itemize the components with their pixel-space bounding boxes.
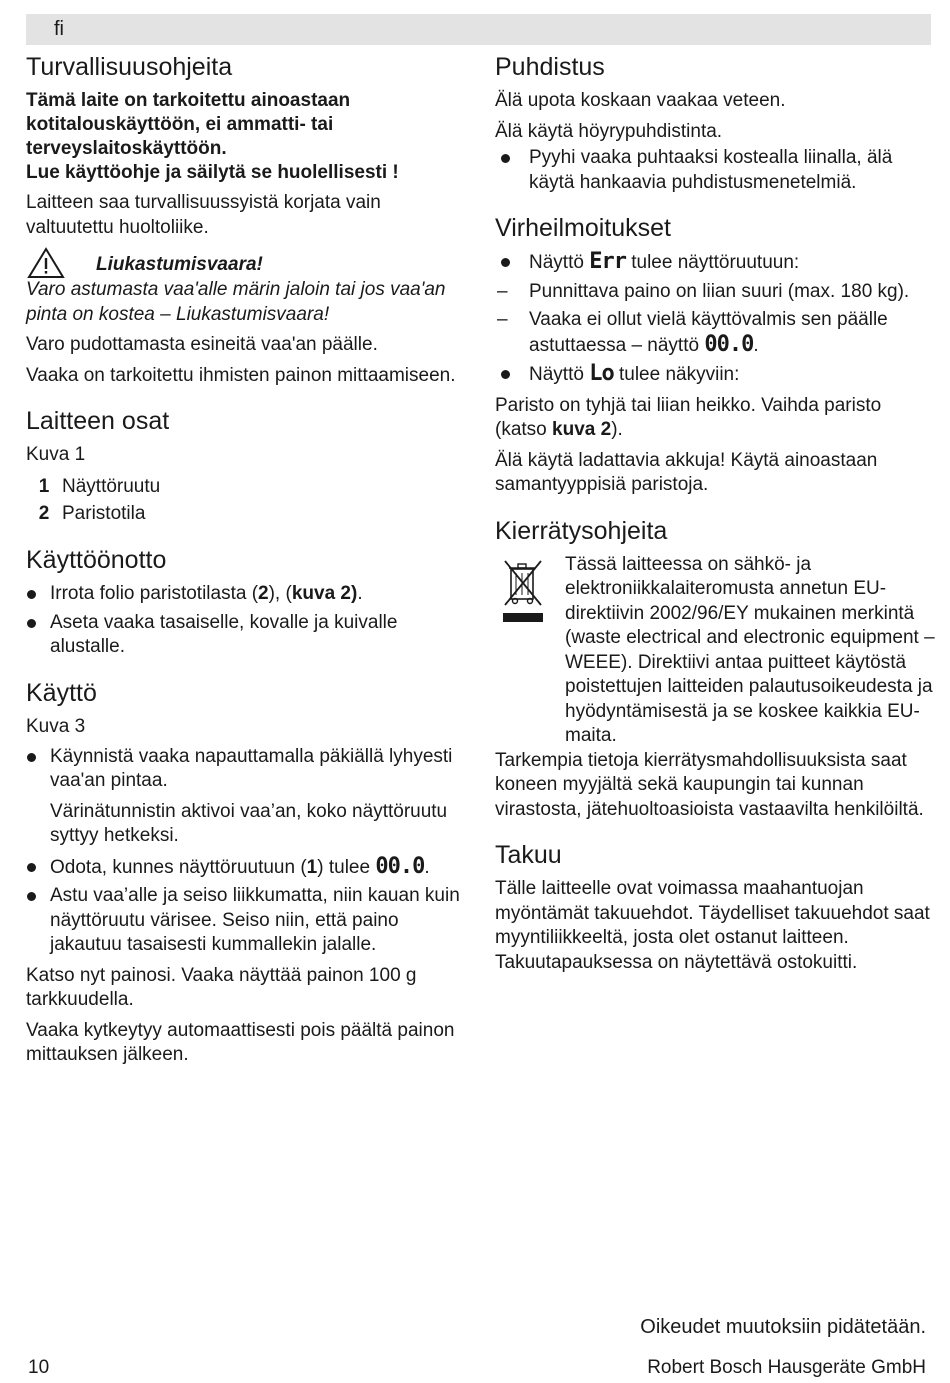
display-000-icon: 00.0 xyxy=(375,853,425,879)
recycling-text-2: Tarkempia tietoja kierrätysmahdollisuuksista saat koneen myyjältä sekä kaupungin tai kunnan virastosta, jätehuoltoasioista vastaavilta henkilöiltä. xyxy=(495,749,924,820)
recycling-text-1: Tässä laitteessa on sähkö- ja elektroniikkalaiteromusta annetun EU-direktiivin 2002/96/EY mukainen merkintä (waste electrical and electronic equipment – WEEE). Direktiivi antaa puitteet käytöstä poistettujen laitteiden palautusoikeudesta ja hyödyntämisestä ja se koskee kaikkia EU-maita. xyxy=(565,553,935,746)
warning-text: Varo astumasta vaa'alle märin jaloin tai jos vaa'an pinta on kostea – Liukastumisvaara! xyxy=(26,279,446,325)
use-text-2: Vaaka kytkeytyy automaattisesti pois päältä painon mittauksen jälkeen. xyxy=(26,1019,455,1065)
list-item: Pyyhi vaaka puhtaaksi kostealla liinalla, älä käytä hankaavia puhdistusmenetelmiä. xyxy=(495,146,935,195)
right-column xyxy=(495,52,935,981)
company-name: Robert Bosch Hausgeräte GmbH xyxy=(647,1357,926,1378)
warranty-text: Tälle laitteelle ovat voimassa maahantuojan myöntämät takuuehdot. Täydelliset takuuehdot saat myyntiliikkeeltä, josta olet ostanut laitteen. Takuutapauksessa on näytettävä ostokuitti. xyxy=(495,878,930,973)
parts-list xyxy=(26,473,466,527)
display-000-icon: 00.0 xyxy=(704,331,754,357)
warning-block xyxy=(26,252,466,278)
setup-title: Käyttöönotto xyxy=(26,546,167,574)
parts-title: Laitteen osat xyxy=(26,407,170,435)
use-list xyxy=(26,745,466,794)
list-item: – Vaaka ei ollut vielä käyttövalmis sen päälle astuttaessa – näyttö 00.0. xyxy=(497,309,888,357)
language-bar xyxy=(26,14,931,45)
safety-text-1: Laitteen saa turvallisuussyistä korjata vain valtuutettu huoltoliike. xyxy=(26,192,381,238)
safety-bold-1: Tämä laite on tarkoitettu ainoastaan kotitalouskäyttöön, ei ammatti- tai terveyslaitoskäyttöön. xyxy=(26,90,351,159)
safety-bold-2: Lue käyttöohje ja säilytä se huolellisesti ! xyxy=(26,162,399,183)
list-item: Näyttö Err tulee näyttöruutuun: xyxy=(495,250,935,276)
list-item: Käynnistä vaaka napauttamalla päkiällä lyhyesti vaa'an pintaa. xyxy=(26,745,466,794)
parts-figure-ref: Kuva 1 xyxy=(26,444,86,465)
list-item: – Punnittava paino on liian suuri (max. 180 kg). xyxy=(497,280,910,302)
use-continuation: Värinätunnistin aktivoi vaa’an, koko näyttöruutu syttyy hetkeksi. xyxy=(50,800,448,846)
display-lo-icon: Lo xyxy=(589,361,614,386)
cleaning-title: Puhdistus xyxy=(495,53,605,81)
recycling-block xyxy=(495,553,935,749)
safety-title: Turvallisuusohjeita xyxy=(26,53,233,81)
list-item: Näyttö Lo tulee näkyviin: xyxy=(495,362,935,388)
weee-crossed-bin-icon xyxy=(501,555,545,630)
list-item: Irrota folio paristotilasta (2), (kuva 2). xyxy=(26,582,466,607)
list-item: Astu vaa’alle ja seiso liikkumatta, niin kauan kuin näyttöruutu värisee. Seiso niin, että paino jakautuu tasaisesti kummallekin jalalle. xyxy=(26,884,466,958)
parts-item: 2 Paristotila xyxy=(38,503,146,524)
language-code: fi xyxy=(54,18,64,40)
safety-text-3: Vaaka on tarkoitettu ihmisten painon mittaamiseen. xyxy=(26,364,456,386)
list-item: Aseta vaaka tasaiselle, kovalle ja kuivalle alustalle. xyxy=(26,611,466,660)
errors-text-2: Älä käytä ladattavia akkuja! Käytä ainoastaan samantyyppisiä paristoja. xyxy=(495,449,878,495)
safety-text-2: Varo pudottamasta esineitä vaa'an päälle. xyxy=(26,334,378,355)
rights-notice: Oikeudet muutoksiin pidätetään. xyxy=(640,1316,926,1338)
setup-list xyxy=(26,582,466,660)
cleaning-list xyxy=(495,146,935,195)
list-item: Odota, kunnes näyttöruutuun (1) tulee 00.0. xyxy=(26,855,466,881)
errors-list xyxy=(495,250,935,388)
left-column xyxy=(26,52,466,1074)
recycling-title: Kierrätysohjeita xyxy=(495,516,668,545)
use-figure-ref: Kuva 3 xyxy=(26,715,86,737)
use-list-2 xyxy=(26,855,466,958)
display-err-icon: Err xyxy=(589,249,626,274)
warranty-title: Takuu xyxy=(495,841,562,869)
warning-title: Liukastumisvaara! xyxy=(96,254,263,275)
warning-triangle-icon xyxy=(26,246,66,285)
parts-item: 1 Näyttöruutu xyxy=(38,476,161,497)
page-number: 10 xyxy=(28,1357,50,1378)
errors-title: Virheilmoitukset xyxy=(495,214,672,242)
errors-text-1: Paristo on tyhjä tai liian heikko. Vaihda paristo (katso kuva 2). xyxy=(495,394,882,440)
cleaning-text-1: Älä upota koskaan vaakaa veteen. xyxy=(495,90,786,111)
cleaning-text-2: Älä käytä höyrypuhdistinta. xyxy=(495,120,723,142)
use-text-1: Katso nyt painosi. Vaaka näyttää painon 100 g tarkkuudella. xyxy=(26,964,417,1010)
use-title: Käyttö xyxy=(26,678,97,707)
